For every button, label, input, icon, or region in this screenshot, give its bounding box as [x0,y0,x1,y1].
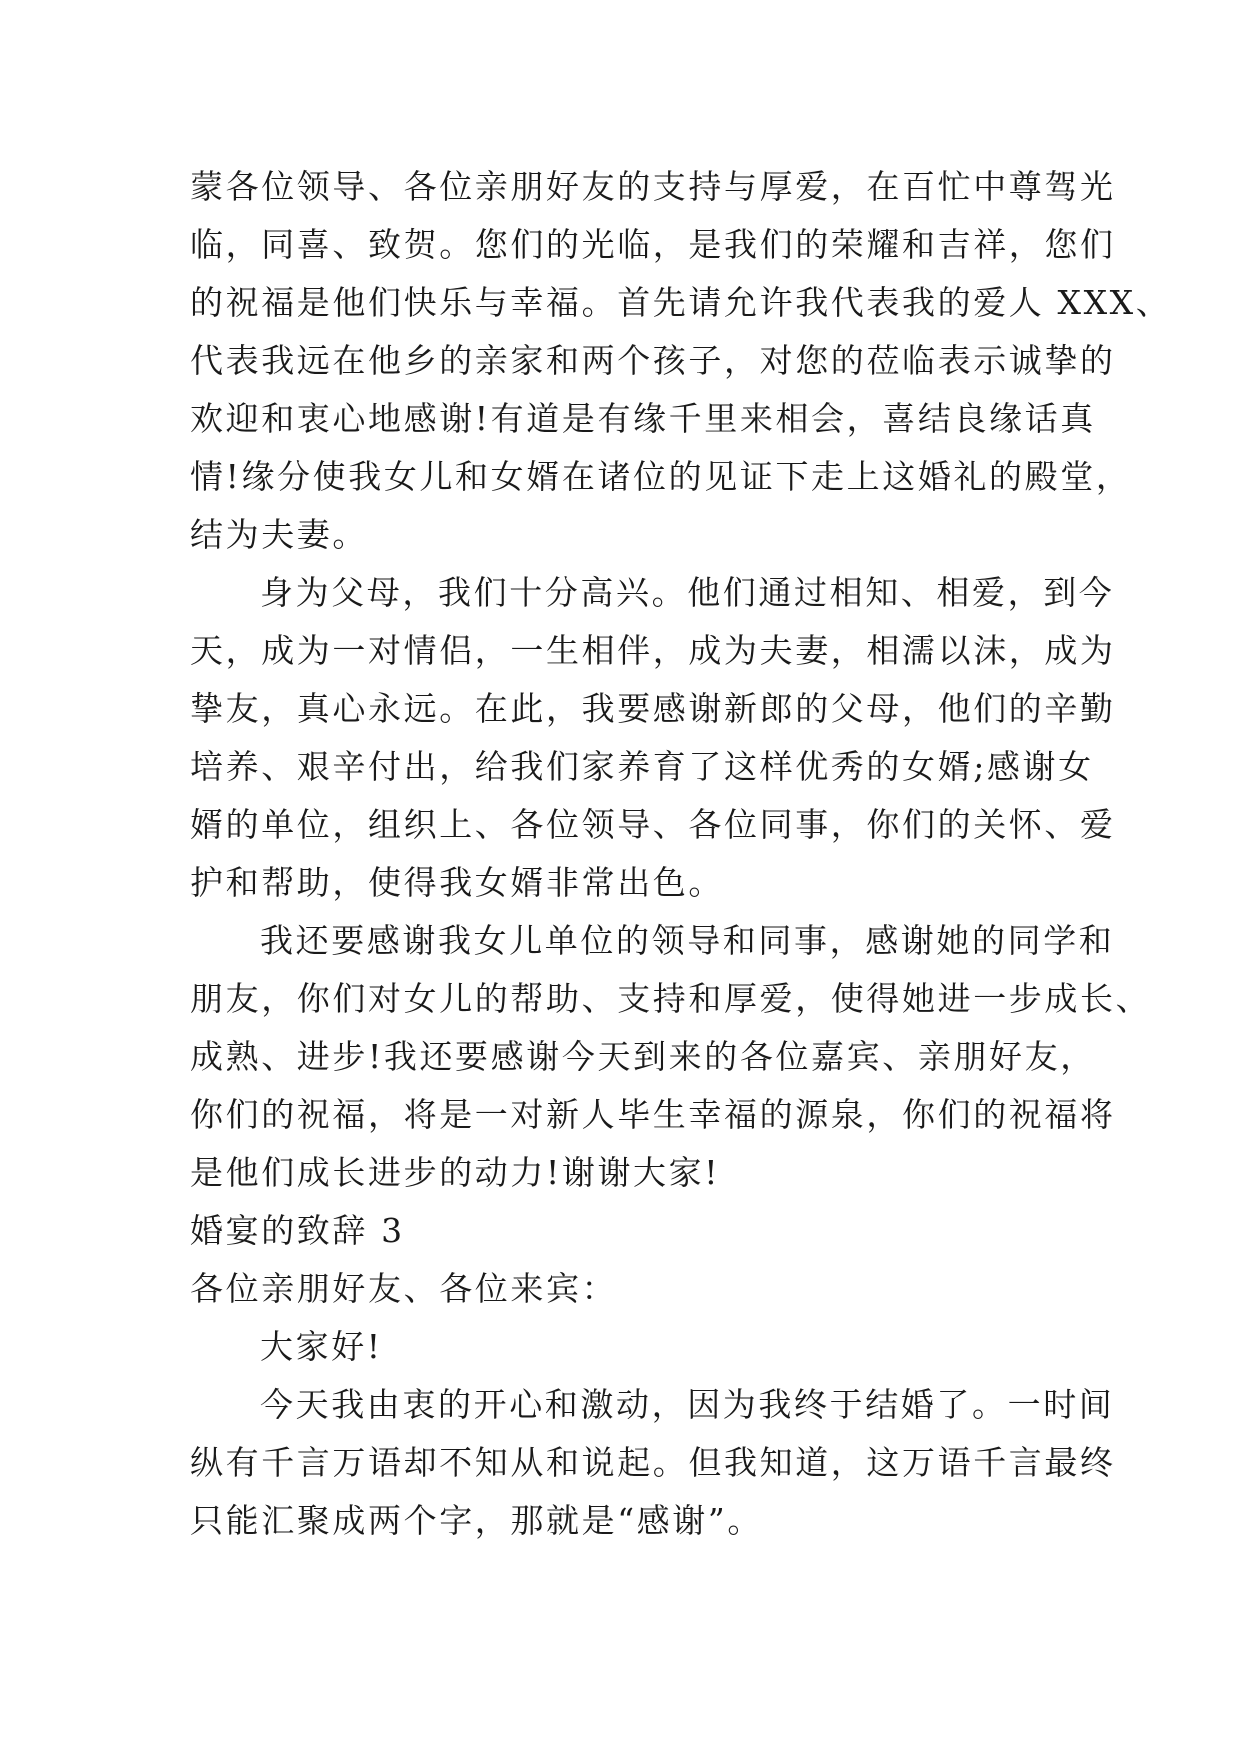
greeting [190,1318,1060,1376]
text-line: 情!缘分使我女儿和女婿在诸位的见证下走上这婚礼的殿堂， [190,457,1132,496]
paragraph [190,912,1152,1202]
text-line: 成熟、进步!我还要感谢今天到来的各位嘉宾、亲朋好友， [190,1037,1096,1076]
text-line: 婿的单位，组织上、各位领导、各位同事，你们的关怀、爱 [190,805,1116,844]
text-line: 大家好! [260,1327,383,1366]
text-line: 身为父母，我们十分高兴。他们通过相知、相爱，到今 [260,573,1115,612]
paragraph [190,564,1116,912]
heading-text: 婚宴的致辞 3 [190,1211,405,1250]
text-line: 是他们成长进步的动力!谢谢大家! [190,1153,721,1192]
salutation [190,1260,1060,1318]
text-line: 我还要感谢我女儿单位的领导和同事，感谢她的同学和 [260,921,1115,960]
text-line: 临，同喜、致贺。您们的光临，是我们的荣耀和吉祥，您们 [190,225,1116,264]
text-line: 的祝福是他们快乐与幸福。首先请允许我代表我的爱人 XXX、 [190,283,1172,322]
text-line: 纵有千言万语却不知从和说起。但我知道，这万语千言最终 [190,1443,1116,1482]
text-line: 代表我远在他乡的亲家和两个孩子，对您的莅临表示诚挚的 [190,341,1116,380]
text-line: 今天我由衷的开心和激动，因为我终于结婚了。一时间 [260,1385,1115,1424]
text-line: 朋友，你们对女儿的帮助、支持和厚爱，使得她进一步成长、 [190,979,1152,1018]
text-line: 天，成为一对情侣，一生相伴，成为夫妻，相濡以沫，成为 [190,631,1116,670]
text-line: 只能汇聚成两个字，那就是“感谢”。 [190,1501,763,1540]
document-body [190,158,1172,1550]
paragraph [190,1376,1116,1550]
text-line: 蒙各位领导、各位亲朋好友的支持与厚爱，在百忙中尊驾光 [190,167,1116,206]
text-line: 各位亲朋好友、各位来宾： [190,1269,618,1308]
text-line: 培养、艰辛付出，给我们家养育了这样优秀的女婿;感谢女 [190,747,1094,786]
text-line: 挚友，真心永远。在此，我要感谢新郎的父母，他们的辛勤 [190,689,1116,728]
text-line: 结为夫妻。 [190,515,368,554]
text-line: 护和帮助，使得我女婿非常出色。 [190,863,724,902]
paragraph [190,158,1172,564]
section-heading [190,1202,1060,1260]
text-line: 欢迎和衷心地感谢!有道是有缘千里来相会，喜结良缘话真 [190,399,1096,438]
text-line: 你们的祝福，将是一对新人毕生幸福的源泉，你们的祝福将 [190,1095,1116,1134]
